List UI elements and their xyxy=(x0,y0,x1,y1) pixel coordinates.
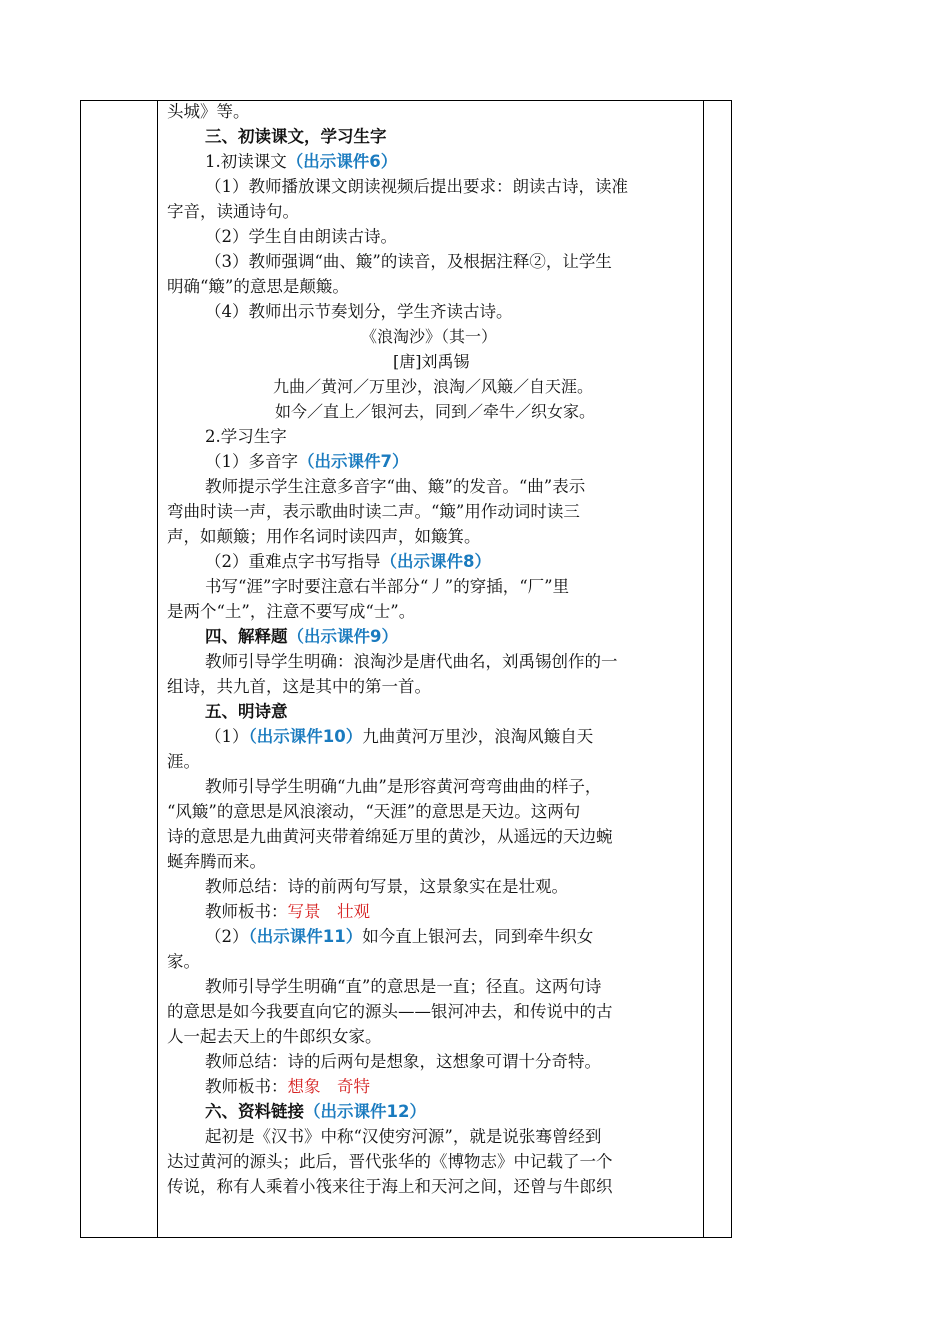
text-run: 教师板书： xyxy=(205,902,288,921)
text-line xyxy=(167,1024,382,1049)
text-line xyxy=(205,549,491,574)
text-run: （4）教师出示节奏划分，学生齐读古诗。 xyxy=(205,302,513,321)
text-run: 传说，称有人乘着小筏来往于海上和天河之间，还曾与牛郎织 xyxy=(167,1177,613,1196)
section-heading: 五、明诗意 xyxy=(205,702,288,721)
text-line xyxy=(205,699,288,724)
courseware-reference: （出示课件7） xyxy=(298,452,409,471)
text-line xyxy=(167,749,200,774)
courseware-reference: （出示课件12） xyxy=(304,1102,426,1121)
text-line xyxy=(205,974,601,999)
text-run: 家。 xyxy=(167,952,200,971)
lesson-plan-table xyxy=(80,100,732,1238)
section-heading: 六、资料链接 xyxy=(205,1102,304,1121)
text-run: 的意思是如今我要直向它的源头——银河冲去，和传说中的古 xyxy=(167,1002,613,1021)
text-line xyxy=(205,624,398,649)
text-line xyxy=(205,724,593,749)
text-line xyxy=(205,1099,426,1124)
section-heading: 四、解释题 xyxy=(205,627,288,646)
text-run: [唐]刘禹锡 xyxy=(393,352,470,371)
text-run: 教师总结：诗的前两句写景，这景象实在是壮观。 xyxy=(205,877,568,896)
text-line xyxy=(205,249,612,274)
text-line xyxy=(205,1074,370,1099)
text-line xyxy=(205,424,287,449)
text-run: “风簸”的意思是风浪滚动，“天涯”的意思是天边。这两句 xyxy=(167,802,581,821)
text-run: 弯曲时读一声，表示歌曲时读二声。“簸”用作动词时读三 xyxy=(167,502,580,521)
text-run: 是两个“土”，注意不要写成“士”。 xyxy=(167,602,416,621)
text-run: （2）重难点字书写指导 xyxy=(205,552,381,571)
text-line xyxy=(167,599,415,624)
text-line xyxy=(275,399,595,424)
text-line xyxy=(167,1149,613,1174)
text-run: （1）多音字 xyxy=(205,452,298,471)
text-line xyxy=(205,774,601,799)
courseware-reference: （出示课件10） xyxy=(248,727,363,746)
text-line xyxy=(205,474,585,499)
text-line xyxy=(167,524,481,549)
text-line xyxy=(205,299,513,324)
text-run: 声，如颠簸；用作名词时读四声，如簸箕。 xyxy=(167,527,481,546)
text-line xyxy=(167,824,613,849)
text-line xyxy=(205,1124,601,1149)
section-heading: 三、初读课文，学习生字 xyxy=(205,127,387,146)
courseware-reference: （出示课件6） xyxy=(286,152,398,171)
text-run: 教师引导学生明确“九曲”是形容黄河弯弯曲曲的样子， xyxy=(205,777,602,796)
text-line xyxy=(393,349,470,374)
text-run: 九曲黄河万里沙，浪淘风簸自天 xyxy=(362,727,594,746)
text-run: 教师总结：诗的后两句是想象，这想象可谓十分奇特。 xyxy=(205,1052,601,1071)
text-line xyxy=(167,674,431,699)
text-run: 涯。 xyxy=(167,752,200,771)
text-run: 九曲／黄河／万里沙，浪淘／风簸／自天涯。 xyxy=(273,377,594,396)
text-run: （2） xyxy=(205,927,249,946)
text-run: 蜒奔腾而来。 xyxy=(167,852,266,871)
text-line xyxy=(205,174,628,199)
text-run: 如今／直上／银河去，同到／牵牛／织女家。 xyxy=(275,402,596,421)
text-run: 明确“簸”的意思是颠簸。 xyxy=(167,277,349,296)
text-line xyxy=(167,949,200,974)
courseware-reference: （出示课件11） xyxy=(248,927,363,946)
text-run: 《浪淘沙》（其一） xyxy=(361,327,498,346)
courseware-reference: （出示课件8） xyxy=(380,552,491,571)
text-line xyxy=(205,649,618,674)
text-line xyxy=(205,874,568,899)
text-line xyxy=(205,1049,601,1074)
text-line xyxy=(205,899,370,924)
text-run: （3）教师强调“曲、簸”的读音，及根据注释②，让学生 xyxy=(205,252,612,271)
text-run: 人一起去天上的牛郎织女家。 xyxy=(167,1027,382,1046)
text-line xyxy=(167,799,580,824)
text-run: 教师板书： xyxy=(205,1077,288,1096)
column-divider-left xyxy=(157,101,158,1237)
text-line xyxy=(205,924,593,949)
text-line xyxy=(167,274,349,299)
text-line xyxy=(361,324,497,349)
text-line xyxy=(167,999,613,1024)
text-line xyxy=(205,574,569,599)
text-run: 1.初读课文 xyxy=(205,152,287,171)
courseware-reference: （出示课件9） xyxy=(287,627,398,646)
text-run: 教师引导学生明确“直”的意思是一直；径直。这两句诗 xyxy=(205,977,602,996)
text-run: 教师提示学生注意多音字“曲、簸”的发音。“曲”表示 xyxy=(205,477,586,496)
text-run: 书写“涯”字时要注意右半部分“丿”的穿插，“厂”里 xyxy=(205,577,570,596)
column-divider-right xyxy=(703,101,704,1237)
text-run: （1） xyxy=(205,727,249,746)
text-line xyxy=(167,499,580,524)
text-line xyxy=(167,849,266,874)
text-run: 达过黄河的源头；此后，晋代张华的《博物志》中记载了一个 xyxy=(167,1152,613,1171)
board-writing: 想象 奇特 xyxy=(287,1077,370,1096)
text-line xyxy=(205,449,408,474)
text-run: （2）学生自由朗读古诗。 xyxy=(205,227,397,246)
text-line xyxy=(167,199,299,224)
text-run: 如今直上银河去，同到牵牛织女 xyxy=(362,927,594,946)
text-line xyxy=(205,149,397,174)
text-line xyxy=(167,99,250,124)
text-run: 组诗，共九首，这是其中的第一首。 xyxy=(167,677,431,696)
text-line xyxy=(205,124,387,149)
text-run: （1）教师播放课文朗读视频后提出要求：朗读古诗，读准 xyxy=(205,177,628,196)
text-run: 头城》等。 xyxy=(167,102,250,121)
text-run: 字音，读通诗句。 xyxy=(167,202,299,221)
text-run: 教师引导学生明确：浪淘沙是唐代曲名，刘禹锡创作的一 xyxy=(205,652,618,671)
text-run: 起初是《汉书》中称“汉使穷河源”，就是说张骞曾经到 xyxy=(205,1127,602,1146)
text-run: 诗的意思是九曲黄河夹带着绵延万里的黄沙，从遥远的天边蜿 xyxy=(167,827,613,846)
text-line xyxy=(167,1174,613,1199)
board-writing: 写景 壮观 xyxy=(287,902,370,921)
text-line xyxy=(273,374,593,399)
text-run: 2.学习生字 xyxy=(205,427,287,446)
text-line xyxy=(205,224,397,249)
